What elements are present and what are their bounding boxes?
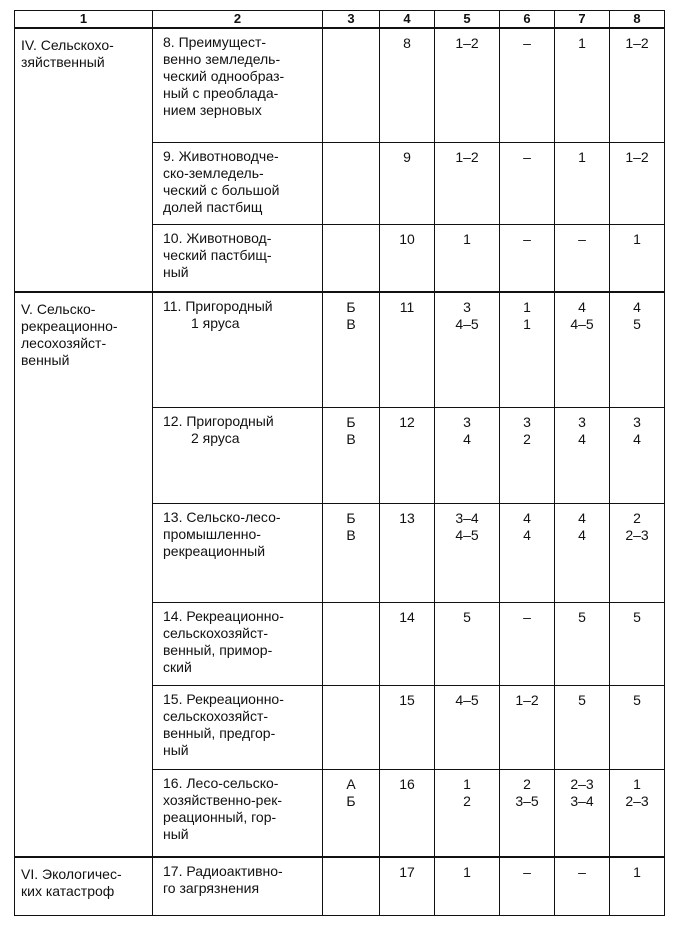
cell-c3 — [323, 857, 380, 915]
subtype-line: рекреационный — [163, 542, 266, 559]
cell-c5: 1–2 — [435, 28, 500, 142]
cell-c6: 1–2 — [500, 685, 555, 769]
cell-c6: 3 2 — [500, 407, 555, 503]
subtype-cell — [153, 292, 323, 407]
subtype-line: венный, предгор- — [163, 724, 276, 741]
subtype-line: 17. Радиоактивно- — [163, 863, 283, 879]
subtype-line: ный с преоблада- — [163, 85, 279, 101]
cell-c5: 1 — [435, 857, 500, 915]
subtype-line: го загрязнения — [163, 880, 260, 896]
subtype-cell — [153, 857, 323, 915]
cell-c3 — [323, 685, 380, 769]
subtype-line: долей пастбищ — [163, 198, 263, 215]
cell-c3 — [323, 142, 380, 224]
cell-c7: 4 4 — [555, 503, 610, 602]
subtype-line: венно земледель- — [163, 51, 281, 67]
cell-c6: 1 1 — [500, 292, 555, 407]
cell-c4: 14 — [380, 602, 435, 685]
cell-c8: 4 5 — [610, 292, 665, 407]
col-header-5: 5 — [435, 11, 500, 29]
cell-c5: 1–2 — [435, 142, 500, 224]
subtype-line: ный — [163, 825, 189, 842]
subtype-line: сельскохозяйст- — [163, 624, 269, 641]
cell-c5: 5 — [435, 602, 500, 685]
cell-c3: Б В — [323, 292, 380, 407]
cell-c7: 1 — [555, 142, 610, 224]
subtype-cell — [153, 503, 323, 602]
subtype-line: ческий однообраз- — [163, 68, 285, 84]
cell-c5: 1 — [435, 224, 500, 292]
cell-c8: 5 — [610, 602, 665, 685]
cell-c8: 1 2–3 — [610, 769, 665, 857]
cell-c3: Б В — [323, 503, 380, 602]
col-header-1: 1 — [15, 11, 153, 29]
cell-c6: 2 3–5 — [500, 769, 555, 857]
cell-c5: 1 2 — [435, 769, 500, 857]
subtype-cell — [153, 28, 323, 142]
cell-c7: 4 4–5 — [555, 292, 610, 407]
subtype-cell — [153, 685, 323, 769]
cell-c3 — [323, 28, 380, 142]
table-row — [15, 857, 665, 915]
table-row — [15, 292, 665, 407]
cell-c5: 4–5 — [435, 685, 500, 769]
subtype-line: промышленно- — [163, 525, 261, 542]
subtype-cell — [153, 602, 323, 685]
subtype-cell — [153, 407, 323, 503]
subtype-line: нием зерновых — [163, 102, 262, 118]
cell-c8: 3 4 — [610, 407, 665, 503]
subtype-line: ный — [163, 263, 189, 280]
col-header-7: 7 — [555, 11, 610, 29]
cell-c6: – — [500, 224, 555, 292]
cell-c7: 1 — [555, 28, 610, 142]
cell-c7: 3 4 — [555, 407, 610, 503]
subtype-line: 13. Сельско-лесо- — [163, 508, 281, 525]
cell-c4: 13 — [380, 503, 435, 602]
region-type-cell: V. Сельско- рекреационно- лесохозяйст- венный — [15, 292, 153, 857]
region-type-cell: IV. Сельскохо- зяйственный — [15, 28, 153, 292]
cell-c4: 15 — [380, 685, 435, 769]
cell-c4: 11 — [380, 292, 435, 407]
cell-c8: 2 2–3 — [610, 503, 665, 602]
cell-c8: 1 — [610, 857, 665, 915]
cell-c4: 12 — [380, 407, 435, 503]
cell-c3 — [323, 602, 380, 685]
cell-c6: 4 4 — [500, 503, 555, 602]
cell-c6: – — [500, 857, 555, 915]
subtype-line: ский — [163, 658, 192, 675]
cell-c4: 17 — [380, 857, 435, 915]
cell-c3: А Б — [323, 769, 380, 857]
subtype-line: сельскохозяйст- — [163, 707, 269, 724]
subtype-line: ный — [163, 741, 189, 758]
cell-c5: 3–4 4–5 — [435, 503, 500, 602]
region-type-cell: VI. Экологичес- ких катастроф — [15, 857, 153, 915]
subtype-line: реационный, гор- — [163, 808, 277, 825]
subtype-line: 16. Лесо-сельско- — [163, 774, 279, 791]
cell-c6: – — [500, 28, 555, 142]
col-header-6: 6 — [500, 11, 555, 29]
cell-c7: – — [555, 224, 610, 292]
cell-c4: 8 — [380, 28, 435, 142]
col-header-2: 2 — [153, 11, 323, 29]
subtype-line: 10. Животновод- — [163, 229, 272, 246]
classification-table — [14, 10, 665, 916]
subtype-line: 12. Пригородный — [163, 412, 274, 429]
subtype-cell — [153, 224, 323, 292]
cell-c3: Б В — [323, 407, 380, 503]
cell-c7: – — [555, 857, 610, 915]
subtype-line: венный, примор- — [163, 641, 273, 658]
subtype-line: ско-земледель- — [163, 164, 264, 181]
cell-c8: 1–2 — [610, 142, 665, 224]
subtype-line: 11. Пригородный — [163, 298, 273, 314]
cell-c7: 5 — [555, 685, 610, 769]
subtype-line: 14. Рекреационно- — [163, 607, 284, 624]
col-header-8: 8 — [610, 11, 665, 29]
cell-c8: 1–2 — [610, 28, 665, 142]
cell-c8: 1 — [610, 224, 665, 292]
col-header-3: 3 — [323, 11, 380, 29]
cell-c5: 3 4–5 — [435, 292, 500, 407]
subtype-line: 2 яруса — [191, 429, 240, 446]
column-number-row — [15, 11, 665, 29]
cell-c5: 3 4 — [435, 407, 500, 503]
subtype-line: 1 яруса — [191, 315, 240, 331]
cell-c8: 5 — [610, 685, 665, 769]
subtype-line: 15. Рекреационно- — [163, 690, 284, 707]
cell-c6: – — [500, 142, 555, 224]
table-row — [15, 28, 665, 142]
cell-c4: 16 — [380, 769, 435, 857]
cell-c7: 5 — [555, 602, 610, 685]
subtype-cell — [153, 142, 323, 224]
cell-c4: 10 — [380, 224, 435, 292]
subtype-line: 9. Животноводче- — [163, 147, 279, 164]
subtype-line: 8. Преимущест- — [163, 34, 267, 50]
cell-c7: 2–3 3–4 — [555, 769, 610, 857]
cell-c4: 9 — [380, 142, 435, 224]
subtype-line: ческий с большой — [163, 181, 280, 198]
subtype-line: хозяйственно-рек- — [163, 791, 283, 808]
cell-c3 — [323, 224, 380, 292]
cell-c6: – — [500, 602, 555, 685]
subtype-line: ческий пастбищ- — [163, 246, 272, 263]
col-header-4: 4 — [380, 11, 435, 29]
subtype-cell — [153, 769, 323, 857]
